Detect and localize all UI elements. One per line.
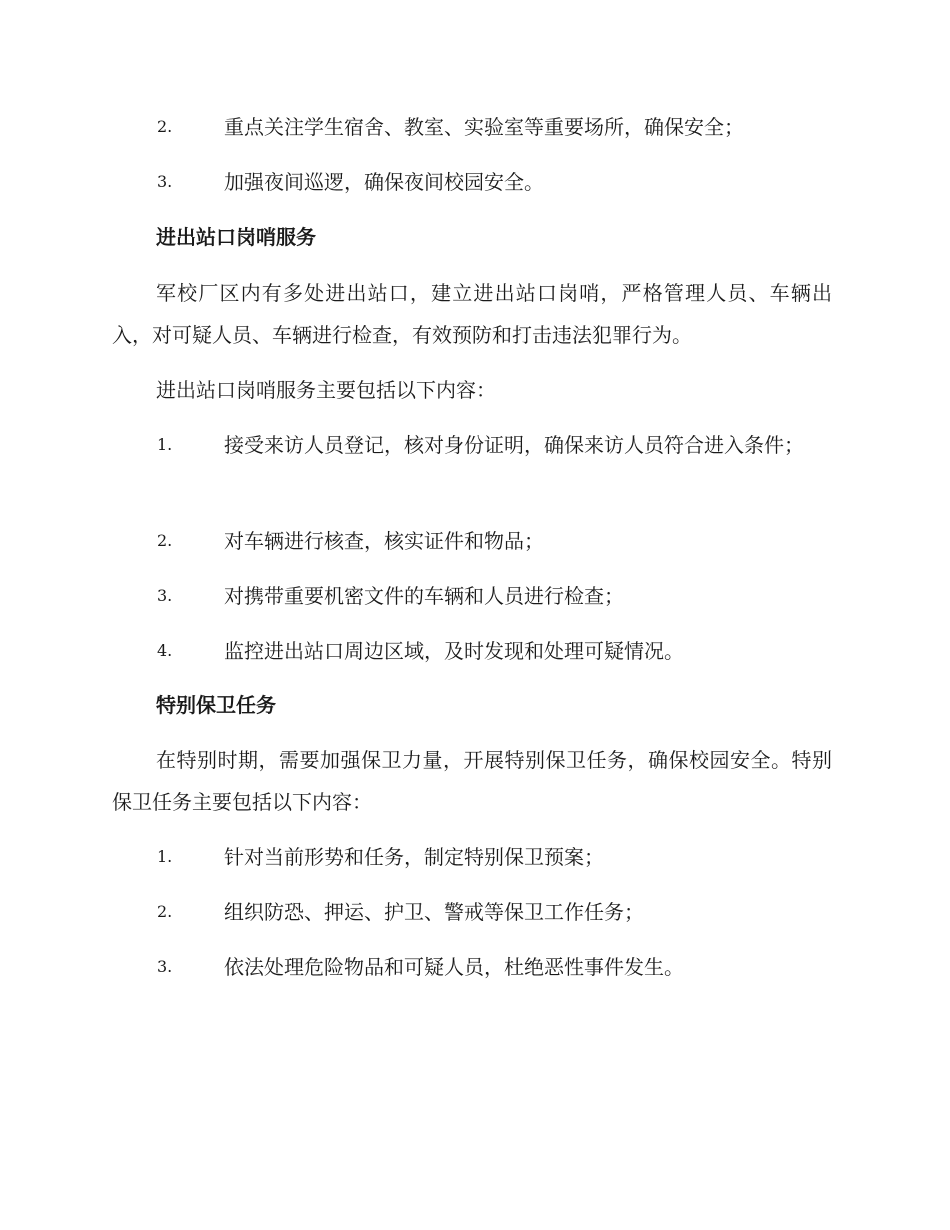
- list-item: [112, 946, 832, 988]
- section-heading: 进出站口岗哨服务: [156, 225, 316, 249]
- section-heading: 特别保卫任务: [156, 693, 276, 717]
- paragraph: 军校厂区内有多处进出站口，建立进出站口岗哨，严格管理人员、车辆出入，对可疑人员、车辆进行检查，有效预防和打击违法犯罪行为。: [112, 281, 832, 347]
- list-text: 依法处理危险物品和可疑人员，杜绝恶性事件发生。: [224, 955, 684, 979]
- list-text: 针对当前形势和任务，制定特别保卫预案；: [224, 845, 604, 869]
- list-number: 3.: [157, 957, 173, 976]
- paragraph: 进出站口岗哨服务主要包括以下内容：: [156, 378, 496, 402]
- list-text: 加强夜间巡逻，确保夜间校园安全。: [224, 170, 544, 194]
- list-text: 重点关注学生宿舍、教室、实验室等重要场所，确保安全；: [224, 115, 744, 139]
- list-item: [112, 575, 832, 617]
- list-number: 3.: [157, 172, 173, 191]
- list-text: 监控进出站口周边区域，及时发现和处理可疑情况。: [224, 639, 684, 663]
- list-text: 对携带重要机密文件的车辆和人员进行检查；: [224, 584, 624, 608]
- list-text: 组织防恐、押运、护卫、警戒等保卫工作任务；: [224, 900, 644, 924]
- list-number: 1.: [157, 847, 173, 866]
- list-item: [112, 630, 832, 672]
- list-text: 接受来访人员登记，核对身份证明，确保来访人员符合进入条件；: [224, 433, 804, 457]
- list-item: [112, 891, 832, 933]
- list-item: [112, 424, 832, 466]
- list-number: 2.: [157, 902, 173, 921]
- list-item: [112, 106, 832, 148]
- list-number: 2.: [157, 531, 173, 550]
- list-number: 3.: [157, 586, 173, 605]
- list-number: 2.: [157, 117, 173, 136]
- list-item: [112, 161, 832, 203]
- list-item: [112, 836, 832, 878]
- list-text: 对车辆进行核查，核实证件和物品；: [224, 529, 544, 553]
- list-number: 1.: [157, 435, 173, 454]
- list-item: [112, 520, 832, 562]
- paragraph: 在特别时期，需要加强保卫力量，开展特别保卫任务，确保校园安全。特别保卫任务主要包括以下内容：: [112, 748, 832, 814]
- list-number: 4.: [157, 641, 173, 660]
